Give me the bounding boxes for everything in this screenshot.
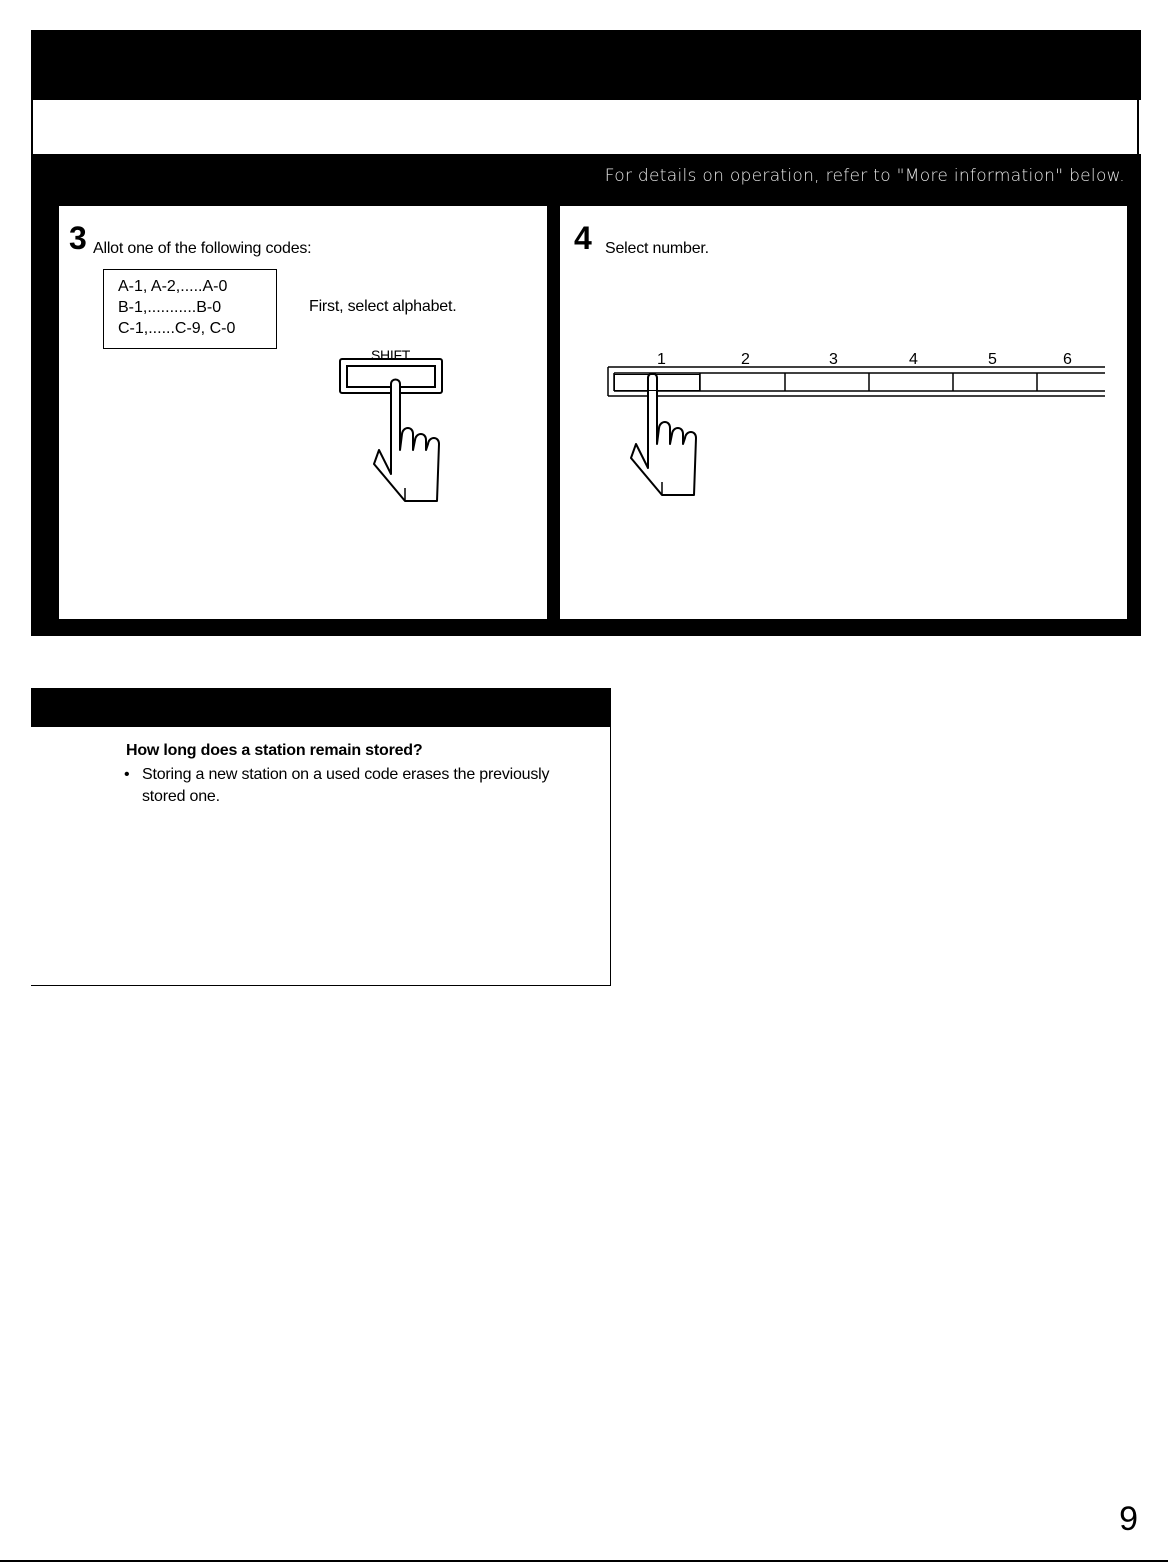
section-header-bar bbox=[31, 154, 1141, 200]
title-frame bbox=[31, 98, 1139, 154]
number-key-label-5: 5 bbox=[988, 351, 997, 368]
more-info-bullet-text: Storing a new station on a used code erases the previously stored one. bbox=[142, 766, 550, 805]
bullet-dot-icon: • bbox=[124, 766, 130, 783]
step-4-number: 4 bbox=[574, 220, 592, 256]
shift-button-label: SHIFT bbox=[371, 347, 410, 363]
more-info-bullet bbox=[124, 764, 564, 808]
edge-mark bbox=[31, 260, 34, 261]
edge-mark bbox=[31, 345, 34, 346]
number-key-label-3: 3 bbox=[829, 351, 838, 368]
step-4-panel bbox=[560, 206, 1127, 619]
number-key-label-6: 6 bbox=[1063, 351, 1072, 368]
codes-list-box bbox=[103, 269, 277, 349]
title-bar bbox=[31, 30, 1141, 100]
more-info-header-bar bbox=[31, 688, 611, 727]
number-key-5[interactable] bbox=[953, 374, 1037, 391]
more-info-question: How long does a station remain stored? bbox=[126, 742, 423, 759]
code-row: A-1, A-2,.....A-0 bbox=[118, 278, 228, 295]
number-key-label-1: 1 bbox=[657, 351, 666, 368]
pointing-hand-icon bbox=[374, 380, 439, 502]
page-number: 9 bbox=[1119, 1500, 1138, 1538]
step-3-instruction: Allot one of the following codes: bbox=[93, 240, 312, 257]
number-key-label-2: 2 bbox=[741, 351, 750, 368]
steps-container bbox=[31, 198, 1141, 636]
step-3-number: 3 bbox=[69, 220, 87, 256]
number-key-2[interactable] bbox=[700, 374, 785, 391]
shift-button-illustration[interactable] bbox=[329, 356, 459, 506]
more-info-panel bbox=[31, 726, 611, 986]
step-3-panel bbox=[59, 206, 547, 619]
code-row: C-1,......C-9, C-0 bbox=[118, 320, 236, 337]
step-3-sub-instruction: First, select alphabet. bbox=[309, 298, 457, 315]
step-4-instruction: Select number. bbox=[605, 240, 709, 257]
bottom-rule bbox=[0, 1560, 1168, 1562]
code-row: B-1,...........B-0 bbox=[118, 299, 222, 316]
number-key-6[interactable] bbox=[1037, 374, 1105, 391]
number-key-4[interactable] bbox=[869, 374, 953, 391]
number-key-1[interactable] bbox=[614, 374, 700, 391]
number-key-label-4: 4 bbox=[909, 351, 918, 368]
section-note: For details on operation, refer to "More information" below. bbox=[604, 166, 1125, 186]
number-key-3[interactable] bbox=[785, 374, 869, 391]
